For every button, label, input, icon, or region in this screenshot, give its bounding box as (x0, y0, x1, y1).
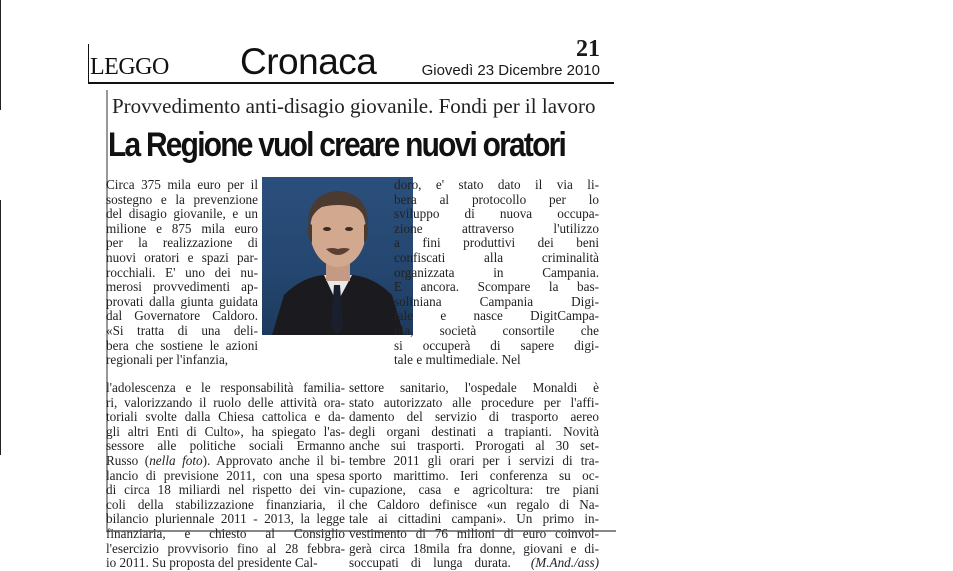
masthead (88, 36, 614, 84)
issue-date: Giovedì 23 Dicembre 2010 (421, 62, 600, 79)
text-line: degli organi destinati a trapianti. Novità (349, 423, 599, 439)
text-line: di circa 18 miliardi nel rispetto dei vin- (106, 482, 345, 498)
text-line: anche sui trasporti. Prorogati al 30 set- (349, 438, 599, 454)
text-line: tale e nasce DigitCampa- (394, 308, 599, 324)
text-line: bera al protocollo per lo (394, 191, 599, 207)
article-column-1-wide (106, 381, 345, 571)
text-line: del disagio giovanile, e un (106, 206, 258, 222)
article-column-1 (106, 178, 258, 368)
text-line: milione e 875 mila euro (106, 220, 258, 236)
text-line: settore sanitario, l'ospedale Monaldi è (349, 380, 599, 395)
text-line: rocchiali. E' uno dei nu- (106, 264, 258, 280)
text-line: tale ai cittadini campani». Un primo in- (349, 511, 599, 527)
text-line: nia, società consortile che (394, 322, 599, 338)
text-line: soccupati di lunga durata. (M.And./ass) (349, 555, 599, 571)
article-column-2 (394, 178, 599, 368)
text-line: doro, e' stato dato il via li- (394, 177, 599, 192)
text-line: organizzata in Campania. (394, 264, 599, 280)
text-line: zione attraverso l'utilizzo (394, 220, 599, 236)
text-line: lancio di previsione 2011, con una spesa (106, 467, 345, 483)
text-line: gli altri Enti di Culto», ha spiegato l'as- (106, 423, 345, 439)
text-line: sporto marittimo. Ieri conferenza su oc- (349, 467, 599, 483)
text-line: tembre 2011 gli orari per i servizi di tra- (349, 452, 599, 468)
page-edge (0, 200, 1, 455)
text-line: Circa 375 mila euro per il (106, 177, 258, 192)
text-line: toriali svolte dalla Chiesa cattolica e da- (106, 409, 345, 425)
text-line: vestimento di 76 milioni di euro coinvol- (349, 525, 599, 541)
text-line: finanziaria, e chiesto al Consiglio (106, 525, 345, 541)
text-line: E ancora. Scompare la bas- (394, 279, 599, 295)
text-line: «Si tratta di una deli- (106, 322, 258, 338)
text-line: coli della stabilizzazione finanziaria, il (106, 496, 345, 512)
text-line: che Caldoro definisce «un regalo di Na- (349, 496, 599, 512)
text-line: sessore alle politiche sociali Ermanno (106, 438, 345, 454)
page-number: 21 (576, 36, 600, 62)
text-line: sostegno e la prevenzione (106, 191, 258, 207)
text-line: ri, valorizzando il ruolo delle attività ora- (106, 394, 345, 410)
portrait-photo (262, 177, 413, 335)
text-line: l'adolescenza e le responsabilità familia- (106, 380, 345, 395)
text-line: bera che sostiene le azioni (106, 337, 258, 353)
text-line: gerà circa 18mila fra donne, giovani e di- (349, 540, 599, 556)
text-line: tale e multimediale. Nel (394, 352, 521, 368)
text-line: io 2011. Su proposta del presidente Cal- (106, 555, 318, 571)
text-line: stato autorizzato alle procedure per l'affi- (349, 394, 599, 410)
text-line: nuovi oratori e spazi par- (106, 249, 258, 265)
page-edge (0, 0, 1, 110)
author-signature: (M.And./ass) (530, 555, 599, 571)
text-line: soliniana Campania Digi- (394, 293, 599, 309)
section-title: Cronaca (240, 41, 377, 82)
text-line: a fini produttivi dei beni (394, 235, 599, 251)
text-line: merosi provvedimenti ap- (106, 279, 258, 295)
logo-rule (88, 44, 89, 82)
text-line: provati dalla giunta guidata (106, 293, 258, 309)
text-line: cupazione, casa e agricoltura: tre piani (349, 482, 599, 498)
article-column-2-wide (349, 381, 599, 571)
text-line: bilancio pluriennale 2011 - 2013, la legge (106, 511, 345, 527)
newspaper-clipping (88, 36, 614, 571)
text-line: per la realizzazione di (106, 235, 258, 251)
text-fragment: ). Approvato anche il bi- (202, 452, 345, 468)
text-line: confiscati alla criminalità (394, 249, 599, 265)
text-line: Russo (nella foto). Approvato anche il bi- (106, 452, 345, 468)
text-line: sviluppo di nuova occupa- (394, 206, 599, 222)
text-line: damento del servizio di trasporto aereo (349, 409, 599, 425)
article-headline: La Regione vuol creare nuovi oratori (108, 126, 566, 164)
text-line: si occuperà di sapere digi- (394, 337, 599, 353)
photo-credit: nella foto (149, 452, 203, 468)
text-line: regionali per l'infanzia, (106, 352, 229, 368)
article-kicker: Provvedimento anti-disagio giovanile. Fondi per il lavoro (112, 94, 596, 118)
text-line: l'esercizio provvisorio fino al 28 febbra- (106, 540, 345, 556)
text-line: dal Governatore Caldoro. (106, 308, 258, 324)
newspaper-logo: LEGGO (90, 54, 169, 80)
